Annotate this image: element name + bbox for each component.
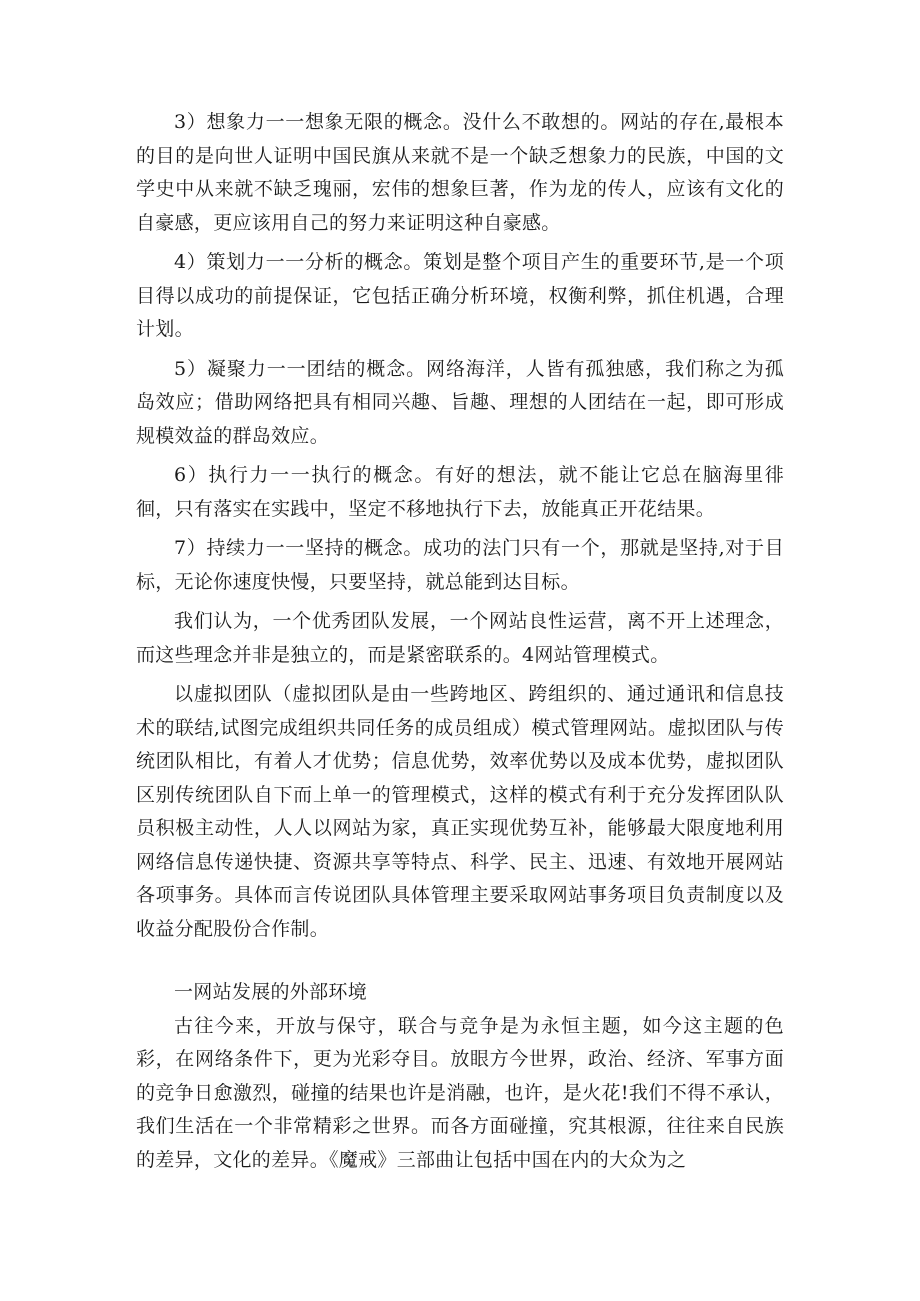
section-heading: 一网站发展的外部环境 — [174, 981, 368, 1003]
paragraph-execution: 6）执行力一一执行的概念。有好的想法，就不能让它总在脑海里徘徊，只有落实在实践中，坚定不移地执行下去，放能真正开花结果。 — [136, 464, 784, 520]
document-body — [136, 106, 784, 1183]
paragraph-external-environment: 古往今来，开放与保守，联合与竞争是为永恒主题，如今这主题的色彩，在网络条件下，更为光彩夺目。放眼方今世界，政治、经济、军事方面的竞争日愈激烈，碰撞的结果也许是消融，也许，是火花!我们不得不承认，我们生活在一个非常精彩之世界。而各方面碰撞，究其根源，往往来自民族的差异，文化的差异。《魔戒》三部曲让包括中国在内的大众为之 — [136, 1014, 784, 1171]
paragraph-planning: 4）策划力一一分析的概念。策划是整个项目产生的重要环节,是一个项目得以成功的前提保证，它包括正确分析环境，权衡利弊，抓住机遇，合理计划。 — [136, 251, 784, 340]
paragraph-persistence: 7）持续力一一坚持的概念。成功的法门只有一个，那就是坚持,对于目标，无论你速度快慢，只要坚持，就总能到达目标。 — [136, 537, 784, 593]
paragraph-cohesion: 5）凝聚力一一团结的概念。网络海洋，人皆有孤独感，我们称之为孤岛效应；借助网络把具有相同兴趣、旨趣、理想的人团结在一起，即可形成规模效益的群岛效应。 — [136, 357, 784, 447]
paragraph-management-model: 以虚拟团队（虚拟团队是由一些跨地区、跨组织的、通过通讯和信息技术的联结,试图完成组织共同任务的成员组成）模式管理网站。虚拟团队与传统团队相比，有着人才优势；信息优势，效率优势以及成本优势，虚拟团队区别传统团队自下而上单一的管理模式，这样的模式有利于充分发挥团队队员积极主动性，人人以网站为家，真正实现优势互补，能够最大限度地利用网络信息传递快捷、资源共享等特点、科学、民主、迅速、有效地开展网站各项事务。具体而言传说团队具体管理主要采取网站事务项目负责制度以及收益分配股份合作制。 — [136, 683, 784, 940]
paragraph-imagination: 3）想象力一一想象无限的概念。没什么不敢想的。网站的存在,最根本的目的是向世人证明中国民旗从来就不是一个缺乏想象力的民族，中国的文学史中从来就不缺乏瑰丽，宏伟的想象巨著，作为龙的传人，应该有文化的自豪感，更应该用自己的努力来证明这种自豪感。 — [136, 111, 784, 234]
paragraph-summary: 我们认为，一个优秀团队发展，一个网站良性运营，离不开上述理念，而这些理念并非是独立的，而是紧密联系的。4网站管理模式。 — [136, 610, 784, 666]
